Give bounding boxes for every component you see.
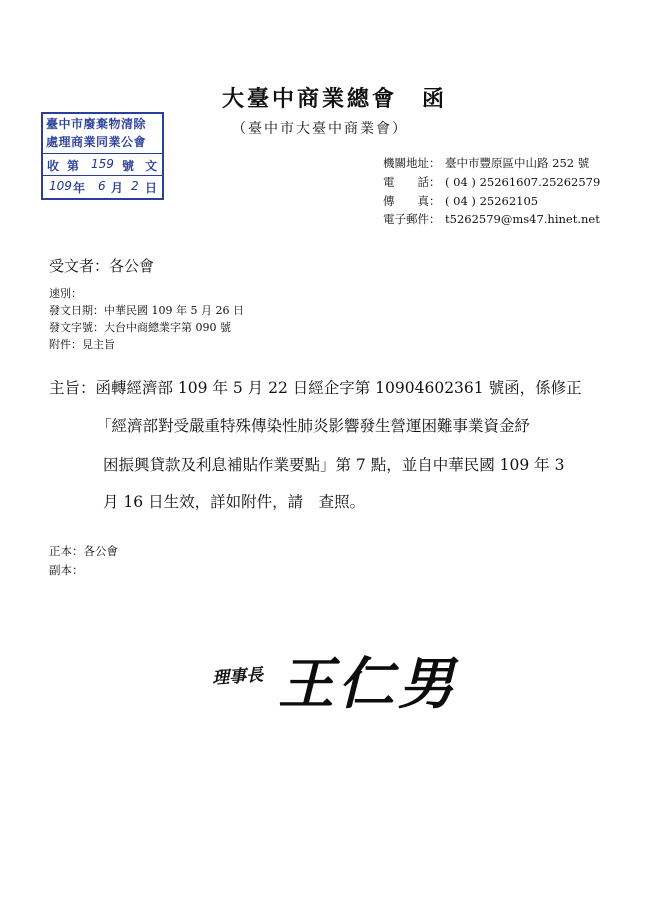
subject-line-4: 月 16 日生效，詳如附件，請 查照。 (103, 493, 366, 511)
contact-fax (383, 193, 538, 209)
stamp-date-year-unit: 年 (73, 181, 86, 195)
contact-email (383, 211, 600, 227)
phone-label: 電 話： (383, 175, 441, 189)
address-label: 機關地址： (383, 156, 441, 170)
stamp-receipt-row (43, 153, 162, 176)
contact-address (383, 155, 589, 171)
stamp-org-line1: 臺中市廢棄物清除 (46, 117, 147, 131)
stamp-recv-mid: 第 (67, 159, 80, 173)
stamp-date-day-unit: 日 (145, 181, 158, 195)
stamp-date-year: 109 (49, 179, 72, 193)
stamp-recv-number: 159 (91, 157, 114, 171)
phone-value: ( 04 ) 25261607.25262579 (445, 175, 601, 189)
signature-name: 王仁男 (278, 651, 458, 717)
speed-field: 速別： (49, 287, 82, 300)
stamp-date-day: 2 (131, 179, 139, 193)
address-value: 臺中市豐原區中山路 252 號 (445, 156, 590, 170)
stamp-date-row (43, 175, 162, 198)
subject-line-3: 困振興貸款及利息補貼作業要點」第 7 點，並自中華民國 109 年 3 (103, 456, 565, 474)
stamp-date-month: 6 (98, 179, 106, 193)
fax-label: 傳 真： (383, 194, 441, 208)
stamp-org-line2: 處理商業同業公會 (46, 135, 147, 149)
stamp-recv-suffix: 號 (122, 159, 135, 173)
subject-line-1: 主旨：函轉經濟部 109 年 5 月 22 日經企字第 10904602361 號函，係修正 (49, 379, 582, 397)
stamp-recv-end: 文 (145, 159, 158, 173)
contact-phone (383, 174, 600, 190)
stamp-date-month-unit: 月 (111, 181, 124, 195)
stamp-recv-prefix: 收 (47, 159, 60, 173)
email-value: t5262579@ms47.hinet.net (445, 212, 600, 226)
recipient: 受文者：各公會 (49, 257, 155, 275)
document-number: 發文字號：大台中商總業字第 090 號 (49, 321, 231, 334)
fax-value: ( 04 ) 25262105 (445, 194, 539, 208)
copy-recipient: 副本： (49, 563, 84, 577)
issue-date: 發文日期：中華民國 109 年 5 月 26 日 (49, 304, 244, 317)
signature-title: 理事長 (211, 665, 264, 689)
org-subtitle: （臺中市大臺中商業會） (232, 121, 408, 137)
receipt-stamp (41, 112, 164, 200)
email-label: 電子郵件： (383, 212, 441, 226)
original-recipient: 正本：各公會 (49, 544, 118, 558)
org-title: 大臺中商業總會 函 (222, 86, 448, 112)
subject-line-2: 「經濟部對受嚴重特殊傳染性肺炎影響發生營運困難事業資金紓 (96, 417, 531, 435)
attachment-field: 附件：見主旨 (49, 338, 115, 351)
